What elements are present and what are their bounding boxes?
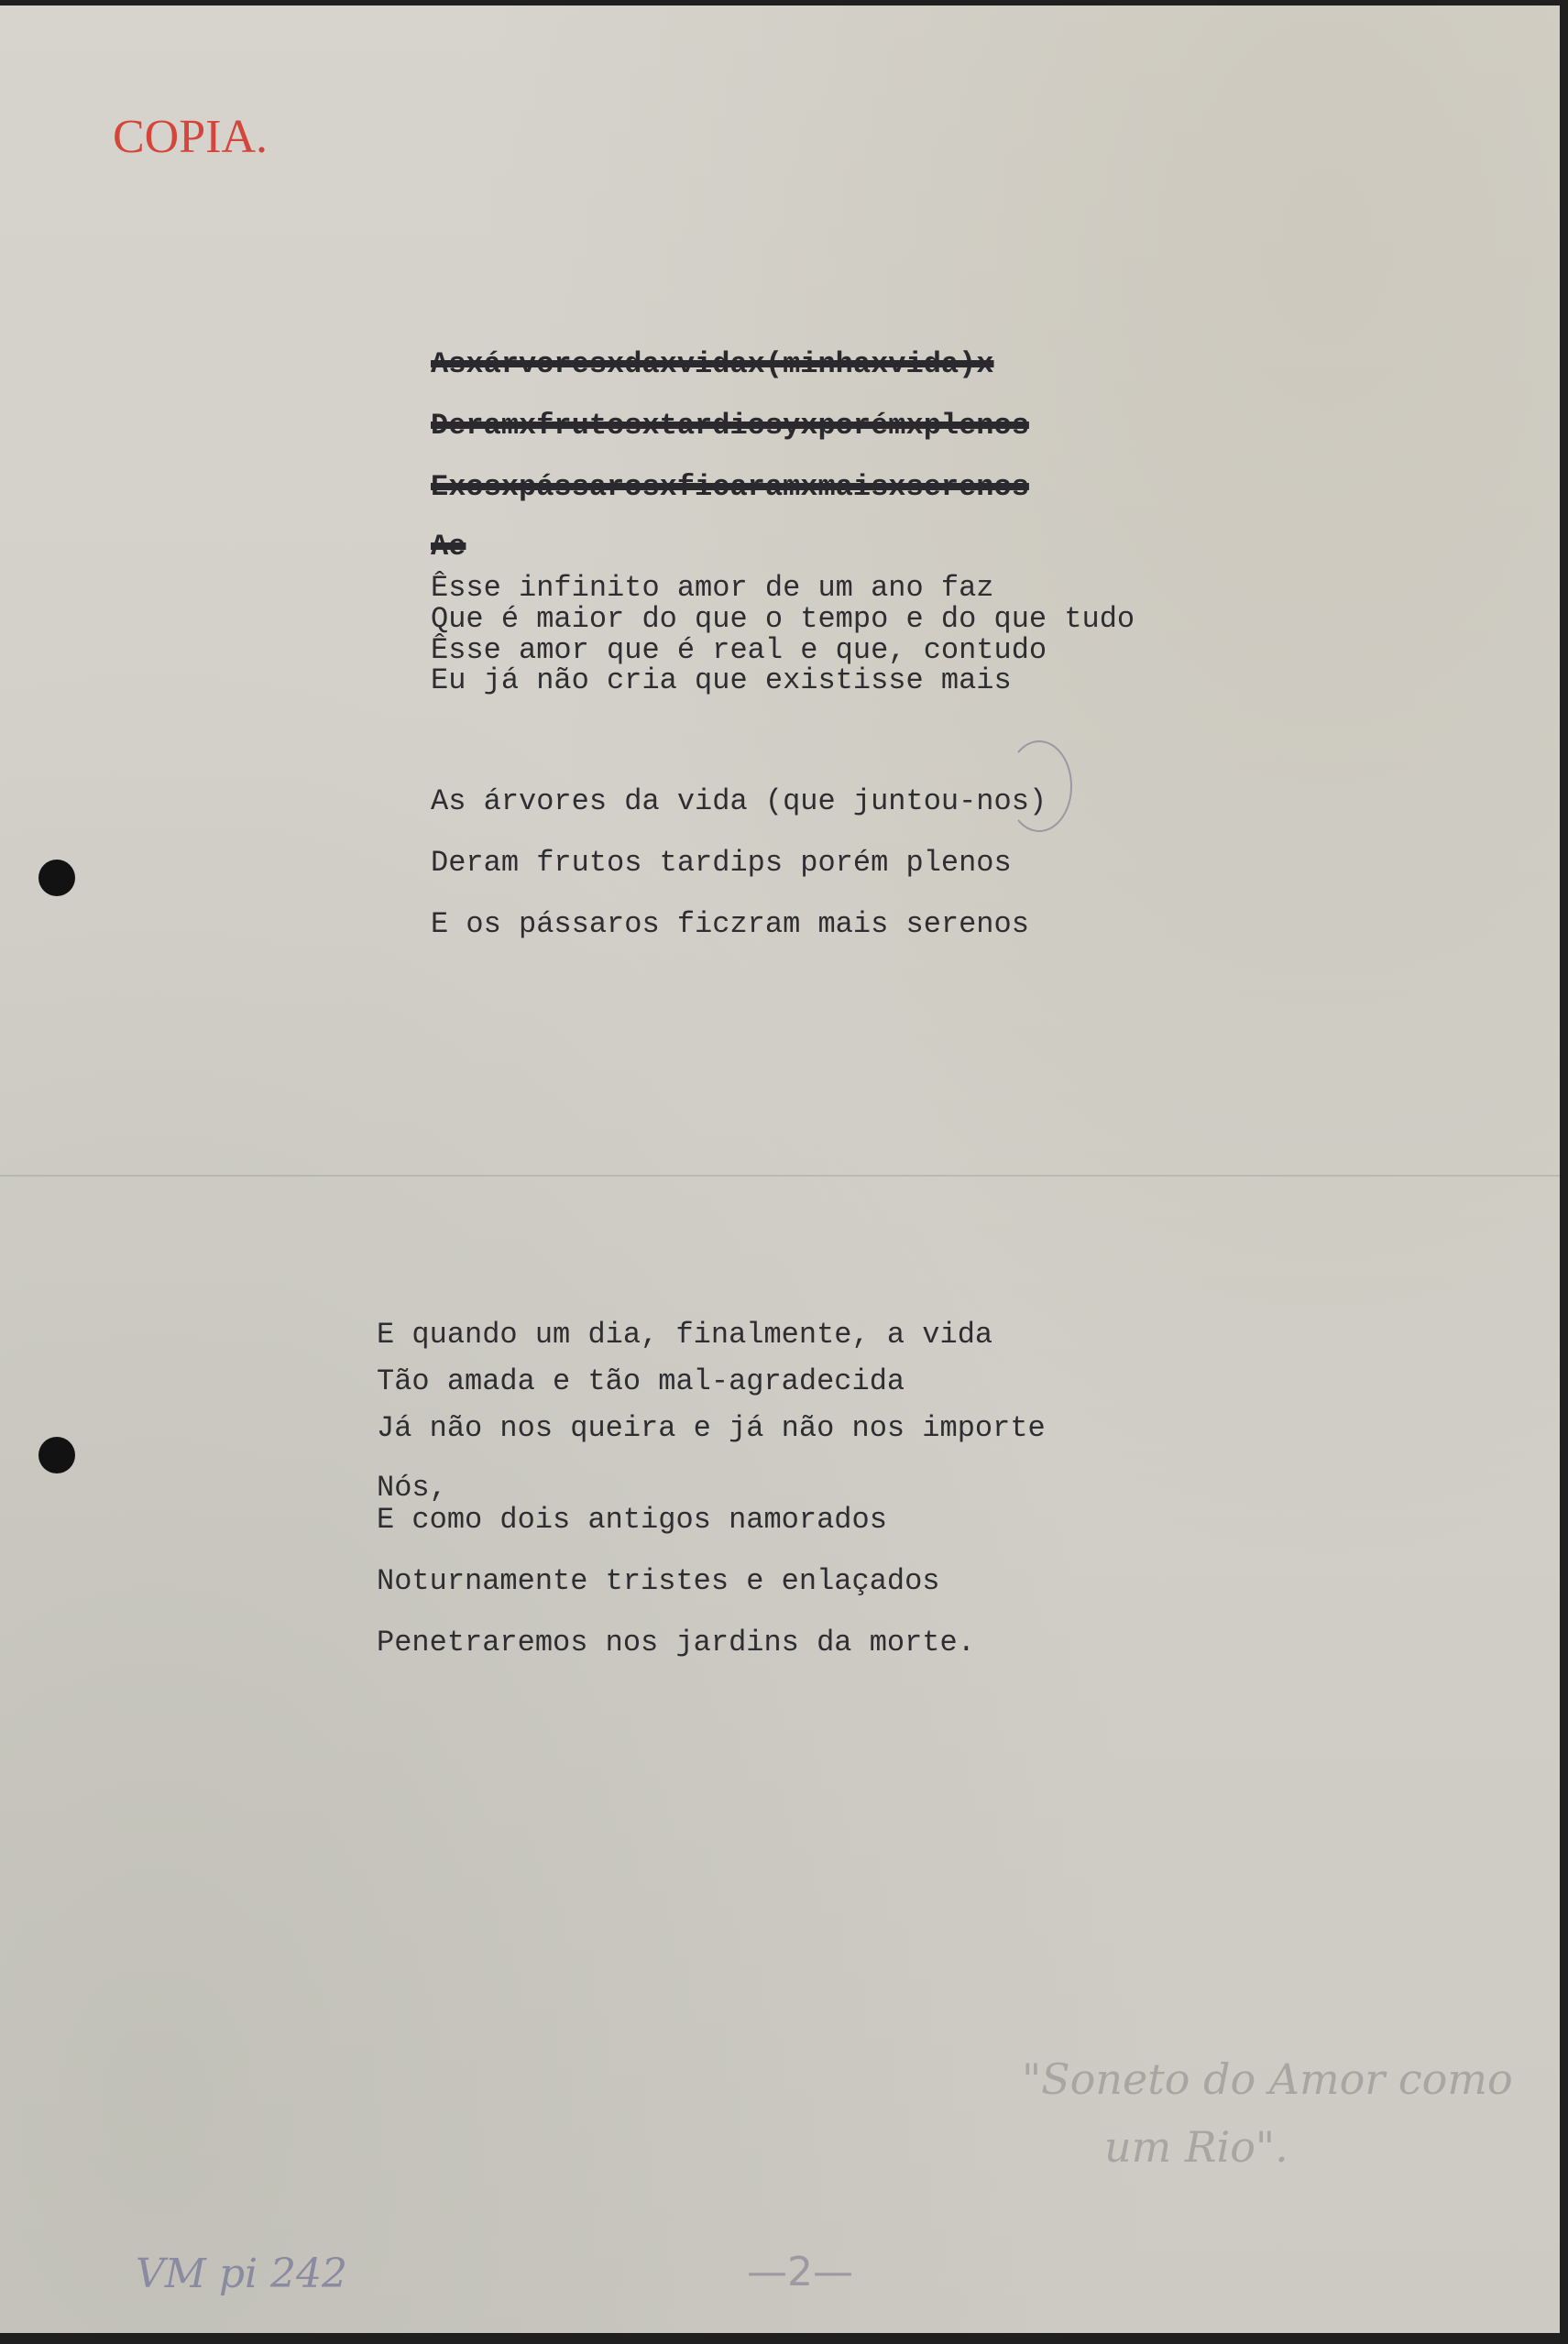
poem-line: Êsse amor que é real e que, contudo xyxy=(431,633,1047,667)
poem-line: Já não nos queira e já não nos importe xyxy=(377,1411,1046,1445)
struck-line: Ae xyxy=(431,530,466,564)
poem-line: As árvores da vida (que juntou-nos) xyxy=(431,784,1047,818)
paper-fold-line xyxy=(0,1175,1560,1177)
struck-line: Asxárvoresxdaxvidax(minhaxvida)x xyxy=(431,347,994,381)
poem-line: Noturnamente tristes e enlaçados xyxy=(377,1564,940,1598)
archive-mark: VM pi 242 xyxy=(136,2251,348,2297)
handwritten-title-note: um Rio". xyxy=(1104,2122,1288,2172)
poem-line: Eu já não cria que existisse mais xyxy=(431,663,1012,697)
poem-line: Penetraremos nos jardins da morte. xyxy=(377,1626,975,1659)
punch-hole xyxy=(38,860,75,896)
poem-line: E como dois antigos namorados xyxy=(377,1503,887,1537)
copia-stamp: COPIA. xyxy=(113,111,269,163)
page-number: —2— xyxy=(747,2249,853,2295)
poem-line: E os pássaros ficzram mais serenos xyxy=(431,907,1029,941)
poem-line: E quando um dia, finalmente, a vida xyxy=(377,1318,993,1352)
punch-hole xyxy=(38,1437,75,1473)
poem-line: Nós, xyxy=(377,1471,447,1505)
handwritten-title-note: "Soneto do Amor como xyxy=(1022,2054,1513,2104)
struck-line: Exosxpássarosxficaramxmaisxserenos xyxy=(431,470,1029,504)
poem-line: Tão amada e tão mal-agradecida xyxy=(377,1364,905,1398)
poem-line: Deram frutos tardips porém plenos xyxy=(431,846,1012,880)
document-page xyxy=(0,5,1560,2333)
struck-line: Deramxfrutosxtardiosyxporémxplenos xyxy=(431,409,1029,443)
poem-line: Que é maior do que o tempo e do que tudo xyxy=(431,602,1135,636)
poem-line: Êsse infinito amor de um ano faz xyxy=(431,571,994,605)
